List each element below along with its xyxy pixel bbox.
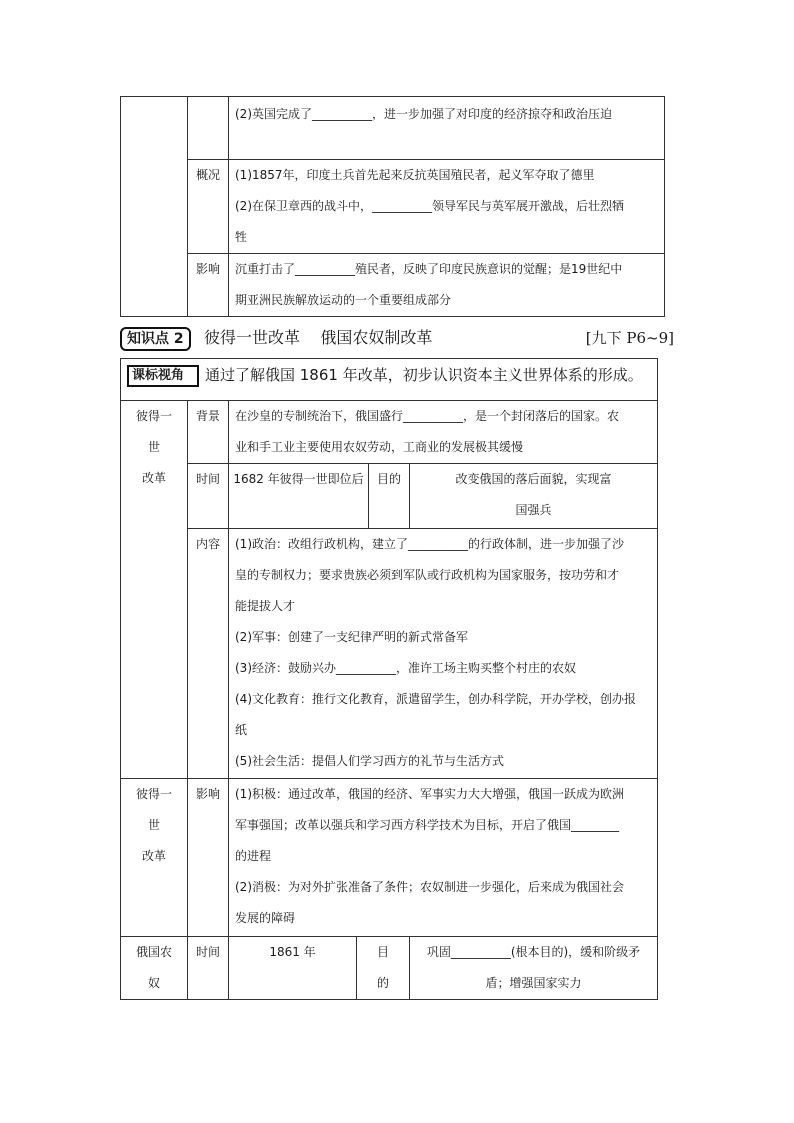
- content-line: (2)军事：创建了一支纪律严明的新式常备军: [235, 630, 468, 644]
- content-line: 皇的专制权力；要求贵族必须到军队或行政机构为国家服务，按功劳和才: [235, 568, 620, 582]
- peter-reform-label-line: 改革: [141, 849, 166, 863]
- peter-reform-label-line: 彼得一: [135, 787, 172, 801]
- background-content: [229, 401, 658, 464]
- table1-left-label-cell: [121, 97, 188, 317]
- peter-impact-line: 发展的障碍: [235, 911, 296, 925]
- curriculum-standard-row: [121, 359, 658, 401]
- impact-line: 沉重打击了__________殖民者，反映了印度民族意识的觉醒；是19世纪中: [235, 262, 623, 276]
- peter-impact-line: 军事强国；改革以强兵和学习西方科学技术为目标，开启了俄国________: [235, 818, 620, 832]
- serf-reform-label-line: 俄国农: [135, 945, 172, 959]
- content-line: (1)政治：改组行政机构，建立了__________的行政体制，进一步加强了沙: [235, 537, 625, 551]
- serf-purpose-label: [357, 937, 410, 1000]
- table1-row1-text: (2)英国完成了__________，进一步加强了对印度的经济掠夺和政治压迫: [235, 107, 613, 121]
- impact-line: 期亚洲民族解放运动的一个重要组成部分: [235, 293, 452, 307]
- serf-reform-label: [121, 937, 188, 1000]
- impact-content: [229, 254, 665, 317]
- peter-reform-label-line: 改革: [141, 471, 166, 485]
- table1-empty-label-cell: [188, 97, 229, 160]
- background-line: 业和手工业主要使用农奴劳动，工商业的发展极其缓慢: [235, 440, 524, 454]
- peter-impact-line: (2)消极：为对外扩张准备了条件；农奴制进一步强化，后来成为俄国社会: [235, 880, 625, 894]
- serf-reform-label-line: 奴: [147, 976, 160, 990]
- peter-reform-label-line: 世: [147, 440, 160, 454]
- content-label: 内容: [188, 529, 229, 779]
- content-line: (4)文化教育：推行文化教育，派遣留学生，创办科学院，开办学校，创办报: [235, 692, 637, 706]
- serf-purpose-label-line: 目: [376, 945, 389, 959]
- peter-reform-label-line: 世: [147, 818, 160, 832]
- background-label: 背景: [188, 401, 229, 464]
- serf-purpose-line: 巩固__________(根本目的)，缓和阶级矛: [426, 945, 641, 959]
- overview-line: (2)在保卫章西的战斗中，__________领导军民与英军展开激战，后壮烈牺: [235, 199, 625, 213]
- purpose-content: [410, 464, 658, 529]
- time-value: 1682 年彼得一世即位后: [229, 464, 369, 529]
- purpose-label: 目的: [369, 464, 410, 529]
- knowledge-point-header: [120, 325, 674, 353]
- purpose-line: 改变俄国的落后面貌，实现富: [455, 472, 612, 486]
- overview-content: [229, 160, 665, 254]
- overview-line: 牲: [235, 230, 248, 244]
- serf-time-value: 1861 年: [229, 937, 357, 1000]
- india-uprising-table: [120, 96, 665, 317]
- table1-row1-content: [229, 97, 665, 160]
- peter-impact-content: [229, 779, 658, 937]
- peter-reform-label: [121, 401, 188, 779]
- curriculum-standard-badge: 课标视角: [127, 365, 199, 387]
- peter-impact-line: (1)积极：通过改革，俄国的经济、军事实力大大增强，俄国一跃成为欧洲: [235, 787, 625, 801]
- curriculum-standard-text: 通过了解俄国 1861 年改革，初步认识资本主义世界体系的形成。: [205, 366, 643, 384]
- overview-label: 概况: [188, 160, 229, 254]
- knowledge-point-badge: 知识点 2: [120, 327, 191, 351]
- russia-reform-table: [120, 358, 658, 1000]
- serf-time-label: 时间: [188, 937, 229, 1000]
- reform-content: [229, 529, 658, 779]
- content-line: 能提拔人才: [235, 599, 296, 613]
- impact-label: 影响: [188, 254, 229, 317]
- knowledge-point-title: 彼得一世改革 俄国农奴制改革: [204, 328, 433, 347]
- peter-reform-label-2: [121, 779, 188, 937]
- serf-purpose-line: 盾；增强国家实力: [485, 976, 582, 990]
- peter-impact-line: 的进程: [235, 849, 272, 863]
- content-line: (5)社会生活：提倡人们学习西方的礼节与生活方式: [235, 754, 504, 768]
- peter-reform-label-line: 彼得一: [135, 409, 172, 423]
- serf-purpose-content: [410, 937, 658, 1000]
- textbook-page-reference: [九下 P6~9]: [585, 329, 674, 347]
- content-line: 纸: [235, 723, 248, 737]
- overview-line: (1)1857年，印度土兵首先起来反抗英国殖民者，起义军夺取了德里: [235, 168, 595, 182]
- background-line: 在沙皇的专制统治下，俄国盛行__________，是一个封闭落后的国家。农: [235, 409, 620, 423]
- serf-purpose-label-line: 的: [376, 976, 389, 990]
- purpose-line: 国强兵: [515, 503, 552, 517]
- content-line: (3)经济：鼓励兴办__________，准许工场主购买整个村庄的农奴: [235, 661, 577, 675]
- peter-impact-label: 影响: [188, 779, 229, 937]
- time-label: 时间: [188, 464, 229, 529]
